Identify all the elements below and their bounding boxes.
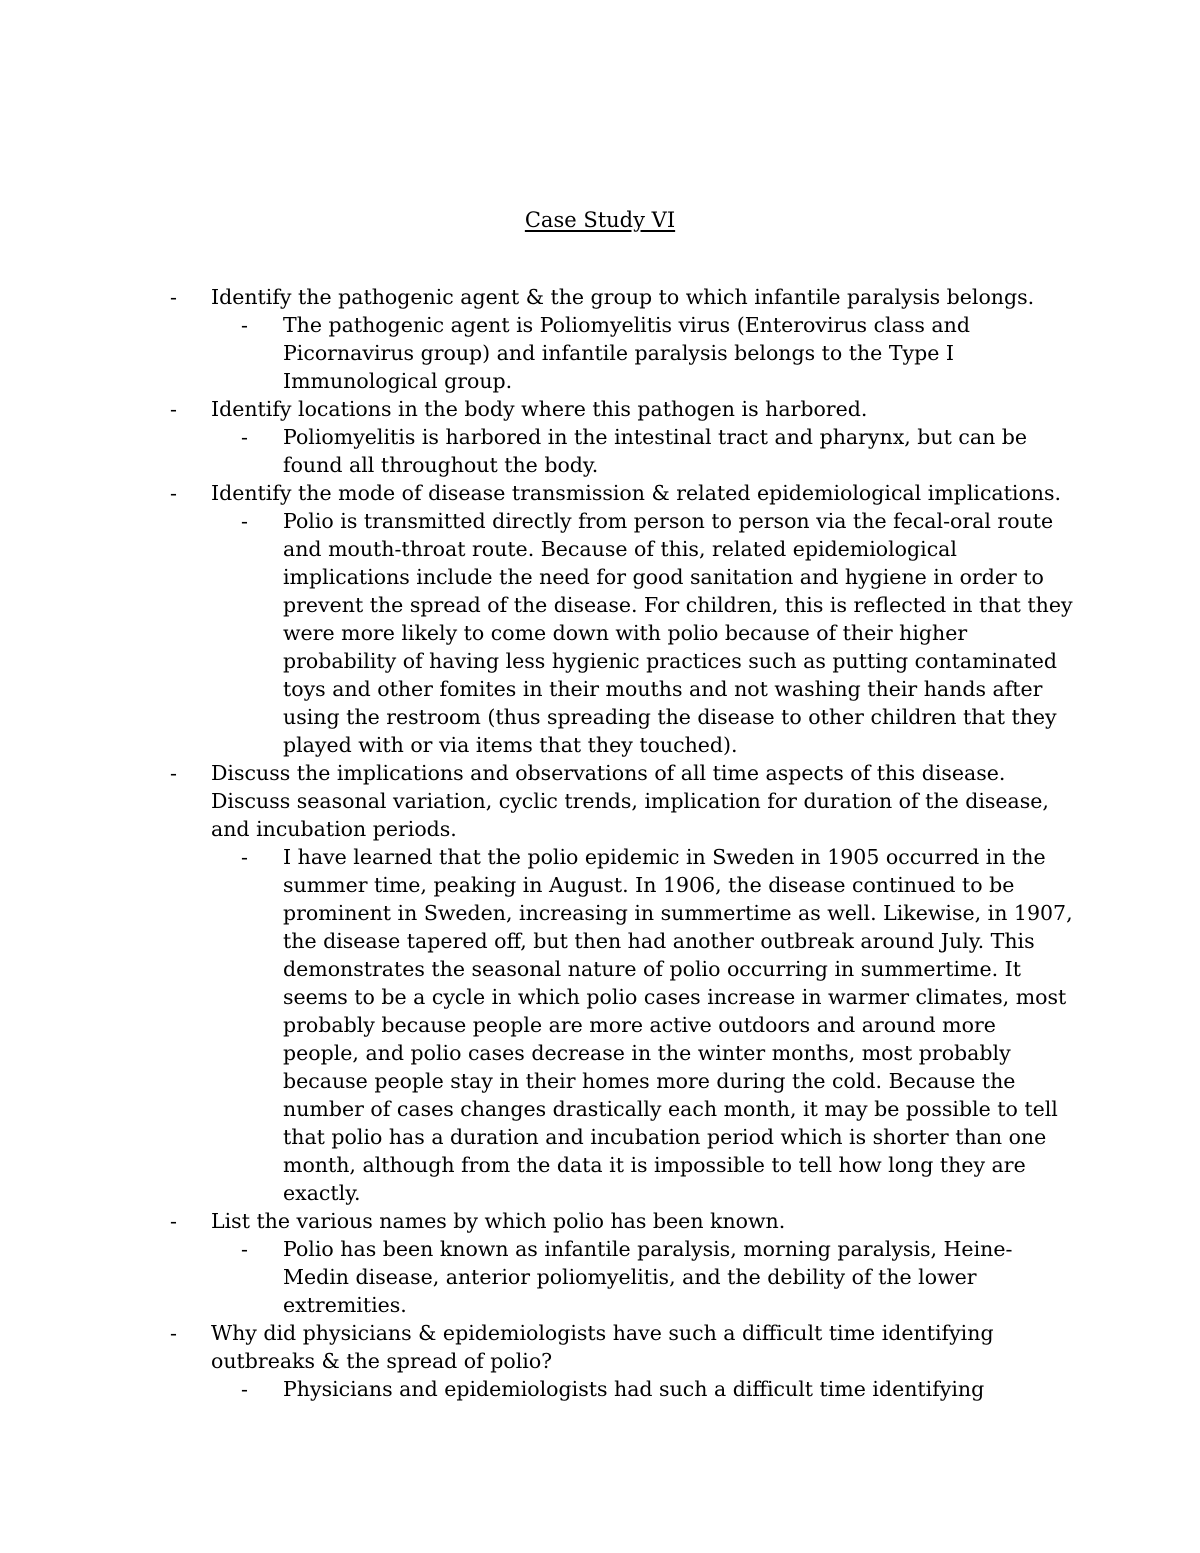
answer-text: Poliomyelitis is harbored in the intestinal tract and pharynx, but can be found all throughout the body.	[283, 425, 1028, 477]
answer-item	[0, 507, 1073, 759]
answer-text: The pathogenic agent is Poliomyelitis virus (Enterovirus class and Picornavirus group) and infantile paralysis belongs to the Type I Immunological group.	[283, 313, 970, 393]
question-item	[0, 283, 1071, 311]
bullet-dash: -	[241, 509, 248, 533]
bullet-dash: -	[241, 425, 248, 449]
bullet-dash: -	[241, 313, 248, 337]
answer-item	[0, 843, 1073, 1207]
question-text: Identify the pathogenic agent & the group to which infantile paralysis belongs.	[211, 285, 1035, 309]
bullet-dash: -	[241, 1237, 248, 1261]
question-item	[0, 759, 1071, 843]
bullet-dash: -	[241, 1377, 248, 1401]
answer-text: Polio is transmitted directly from person to person via the fecal-oral route and mouth-throat route. Because of this, related epidemiological implications include the need for good sanitation and hygiene in order to prevent the spread of the disease. For children, this is reflected in that they were more likely to come down with polio because of their higher probability of having less hygienic practices such as putting contaminated toys and other fomites in their mouths and not washing their hands after using the restroom (thus spreading the disease to other children that they played with or via items that they touched).	[283, 509, 1073, 757]
bullet-dash: -	[170, 1209, 177, 1233]
bullet-dash: -	[170, 761, 177, 785]
document-title-text: Case Study VI	[524, 208, 676, 232]
answer-item	[0, 423, 1073, 479]
answer-text: Polio has been known as infantile paralysis, morning paralysis, Heine-Medin disease, anterior poliomyelitis, and the debility of the lower extremities.	[283, 1237, 1013, 1317]
answer-item	[0, 311, 1073, 395]
question-text: Identify locations in the body where this pathogen is harbored.	[211, 397, 868, 421]
document-title	[0, 206, 1200, 234]
question-item	[0, 479, 1071, 507]
bullet-dash: -	[170, 285, 177, 309]
question-text: Discuss the implications and observations of all time aspects of this disease. Discuss seasonal variation, cyclic trends, implication for duration of the disease, and incubation periods.	[211, 761, 1049, 841]
question-item	[0, 395, 1071, 423]
answer-item	[0, 1375, 1073, 1403]
question-text: Identify the mode of disease transmission & related epidemiological implications.	[211, 481, 1062, 505]
bullet-dash: -	[170, 397, 177, 421]
bullet-dash: -	[241, 845, 248, 869]
bullet-dash: -	[170, 481, 177, 505]
answer-text: Physicians and epidemiologists had such a difficult time identifying	[283, 1377, 985, 1401]
bullet-dash: -	[170, 1321, 177, 1345]
answer-item	[0, 1235, 1073, 1319]
document-body	[0, 283, 1200, 1403]
question-item	[0, 1207, 1071, 1235]
question-item	[0, 1319, 1071, 1375]
question-text: List the various names by which polio has been known.	[211, 1209, 786, 1233]
question-text: Why did physicians & epidemiologists have such a difficult time identifying outbreaks & the spread of polio?	[211, 1321, 994, 1373]
answer-text: I have learned that the polio epidemic in Sweden in 1905 occurred in the summer time, peaking in August. In 1906, the disease continued to be prominent in Sweden, increasing in summertime as well. Likewise, in 1907, the disease tapered off, but then had another outbreak around July. This demonstrates the seasonal nature of polio occurring in summertime. It seems to be a cycle in which polio cases increase in warmer climates, most probably because people are more active outdoors and around more people, and polio cases decrease in the winter months, most probably because people stay in their homes more during the cold. Because the number of cases changes drastically each month, it may be possible to tell that polio has a duration and incubation period which is shorter than one month, although from the data it is impossible to tell how long they are exactly.	[283, 845, 1073, 1205]
